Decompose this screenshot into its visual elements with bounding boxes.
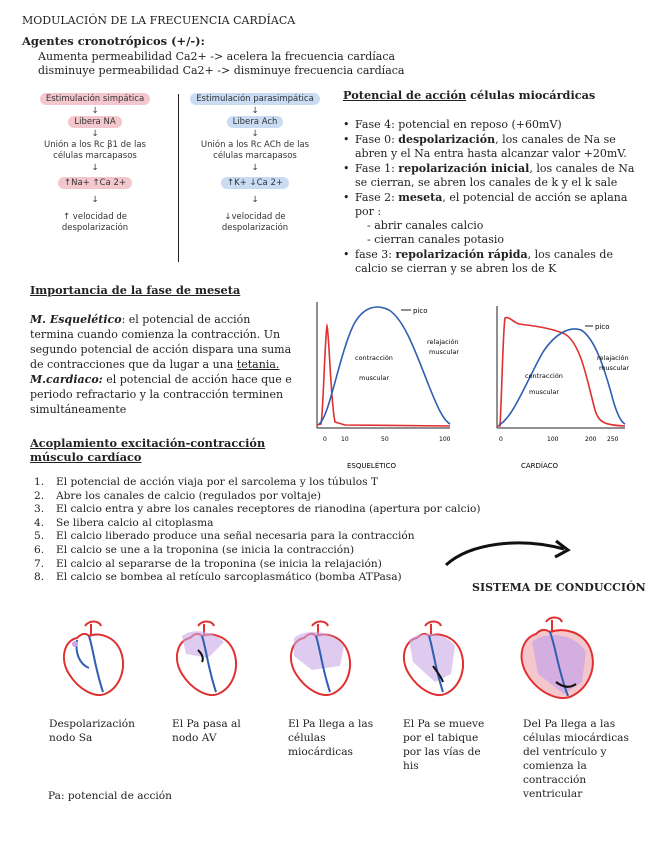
- heart-3: [282, 618, 360, 700]
- heart-5-caption: Del Pa llega a las células miocárdicas del ventrículo y comienza la contracción ventricular: [523, 718, 629, 800]
- nota-pa: Pa: potencial de acción: [48, 790, 172, 802]
- parasimpatica-step2a: Unión a los Rc ACh de las: [200, 140, 310, 150]
- fase-0: • Fase 0: despolarización, los canales de Na se abren y el Na entra hasta alcanzar valor +20mV.: [343, 133, 638, 161]
- acoplamiento-heading-2: músculo cardíaco: [30, 450, 142, 464]
- parasimpatica-step2b: células marcapasos: [213, 151, 297, 161]
- heart-4: [395, 618, 473, 700]
- step-3: 3. El calcio entra y abre los canales receptores de rianodina (apertura por calcio): [34, 503, 481, 516]
- card-pico-label: pico: [595, 323, 610, 331]
- grafico-esqueletico: [305, 296, 463, 471]
- fase-2: • Fase 2: meseta, el potencial de acción se aplana por : - abrir canales calcio - cierran canales potasio: [343, 191, 638, 247]
- simpatica-step4b: despolarización: [61, 223, 129, 233]
- parasimpatica-step4b: despolarización: [221, 223, 289, 233]
- step-8: 8. El calcio se bombea al retículo sarcoplasmático (bomba ATPasa): [34, 571, 402, 584]
- heart-2: [168, 618, 246, 700]
- simpatica-title: Estimulación simpática: [40, 93, 150, 105]
- step-5: 5. El calcio liberado produce una señal necesaria para la contracción: [34, 530, 415, 543]
- simpatica-step1: Libera NA: [68, 116, 121, 128]
- card-contraccion1: contracción: [525, 372, 563, 380]
- agentes-heading: Agentes cronotrópicos (+/-):: [22, 34, 205, 48]
- card-tick-3: 250: [607, 436, 619, 443]
- parasimpatica-step4a: ↓velocidad de: [224, 212, 286, 222]
- card-tick-2: 200: [585, 436, 597, 443]
- meseta-sub1: - abrir canales calcio: [367, 219, 484, 232]
- curved-arrow-icon: [440, 535, 580, 575]
- card-label: M.cardiaco:: [30, 373, 103, 386]
- parasimpatica-step1: Libera Ach: [227, 116, 284, 128]
- page-title: MODULACIÓN DE LA FRECUENCIA CARDÍACA: [22, 14, 296, 27]
- card-name: CARDÍACO: [521, 462, 559, 470]
- card-contraccion2: muscular: [529, 388, 559, 396]
- simpatica-step3: ↑Na+ ↑Ca 2+: [58, 177, 132, 189]
- fase-4: • Fase 4: potencial en reposo (+60mV): [343, 118, 638, 132]
- fases-list: [343, 118, 638, 277]
- step-2: 2. Abre los canales de calcio (regulados por voltaje): [34, 489, 322, 502]
- esq-relajacion2: muscular: [429, 348, 459, 356]
- esq-label: M. Esquelético: [30, 313, 122, 326]
- heart-1-caption: Despolarización nodo Sa: [49, 718, 135, 744]
- step-6: 6. El calcio se une a la troponina (se inicia la contracción): [34, 543, 355, 556]
- card-relajacion2: muscular: [599, 364, 629, 372]
- heart-4-caption: El Pa se mueve por el tabique por las vías de his: [403, 718, 485, 772]
- potencial-heading: Potencial de acción células miocárdicas: [343, 88, 596, 102]
- parasimpatica-flow: Estimulación parasimpática ↓ Libera Ach ↓ Unión a los Rc ACh de las células marcapasos ↓ ↑K+ ↓Ca 2+ ↓ ↓velocidad de despolarización: [180, 92, 330, 234]
- meseta-body: M. Esquelético: el potencial de acción termina cuando comienza la contracción. Un segundo potencial de acción dispara una suma de contracciones que da lugar a una tetania. M.cardiaco: el potencial de acción hace que e periodo refractario y la contracción terminen simultáneamente: [30, 313, 292, 416]
- acoplamiento-steps: [34, 476, 504, 585]
- flow-divider: [178, 94, 179, 262]
- sistema-heading: SISTEMA DE CONDUCCIÓN: [472, 581, 646, 594]
- card-relajacion1: relajación: [597, 354, 629, 362]
- heart-3-caption: El Pa llega a las células miocárdicas: [288, 718, 374, 758]
- esq-relajacion1: relajación: [427, 338, 459, 346]
- step-4: 4. Se libera calcio al citoplasma: [34, 516, 214, 529]
- simpatica-step2b: células marcapasos: [53, 151, 137, 161]
- esq-tick-2: 50: [381, 436, 389, 443]
- heart-5: [512, 612, 604, 704]
- meseta-heading: Importancia de la fase de meseta: [30, 283, 241, 297]
- parasimpatica-step3: ↑K+ ↓Ca 2+: [221, 177, 289, 189]
- esq-contraccion2: muscular: [359, 374, 389, 382]
- esq-tick-3: 100: [439, 436, 451, 443]
- esq-pico-label: pico: [413, 307, 428, 315]
- grafico-cardiaco: [485, 300, 635, 471]
- fase-3: • fase 3: repolarización rápida, los canales de calcio se cierran y se abren los de K: [343, 248, 638, 276]
- esq-tick-1: 10: [341, 436, 349, 443]
- meseta-sub2: - cierran canales potasio: [367, 233, 505, 246]
- fase-1: • Fase 1: repolarización inicial, los canales de Na se cierran, se abren los canales de k y el k sale: [343, 162, 638, 190]
- step-1: 1. El potencial de acción viaja por el sarcolema y los túbulos T: [34, 476, 378, 488]
- parasimpatica-title: Estimulación parasimpática: [190, 93, 320, 105]
- card-tick-0: 0: [499, 436, 503, 443]
- heart-1: [55, 618, 133, 700]
- heart-2-caption: El Pa pasa al nodo AV: [172, 718, 241, 744]
- esq-contraccion1: contracción: [355, 354, 393, 362]
- agentes-line1: Aumenta permeabilidad Ca2+ -> acelera la frecuencia cardíaca: [38, 50, 396, 63]
- simpatica-flow: Estimulación simpática ↓ Libera NA ↓ Unión a los Rc β1 de las células marcapasos ↓ ↑Na+ ↑Ca 2+ ↓ ↑ velocidad de despolarización: [20, 92, 170, 234]
- simpatica-step4a: ↑ velocidad de: [62, 212, 127, 222]
- acoplamiento-heading-1: Acoplamiento excitación-contracción: [30, 436, 266, 450]
- agentes-line2: disminuye permeabilidad Ca2+ -> disminuye frecuencia cardíaca: [38, 64, 405, 77]
- card-tick-1: 100: [547, 436, 559, 443]
- esq-tick-0: 0: [323, 436, 327, 443]
- esq-contraccion-curve: [319, 307, 450, 424]
- esq-name: ESQUELÉTICO: [347, 462, 396, 470]
- simpatica-step2a: Unión a los Rc β1 de las: [43, 140, 146, 150]
- step-7: 7. El calcio al separarse de la troponina (se inicia la relajación): [34, 557, 382, 570]
